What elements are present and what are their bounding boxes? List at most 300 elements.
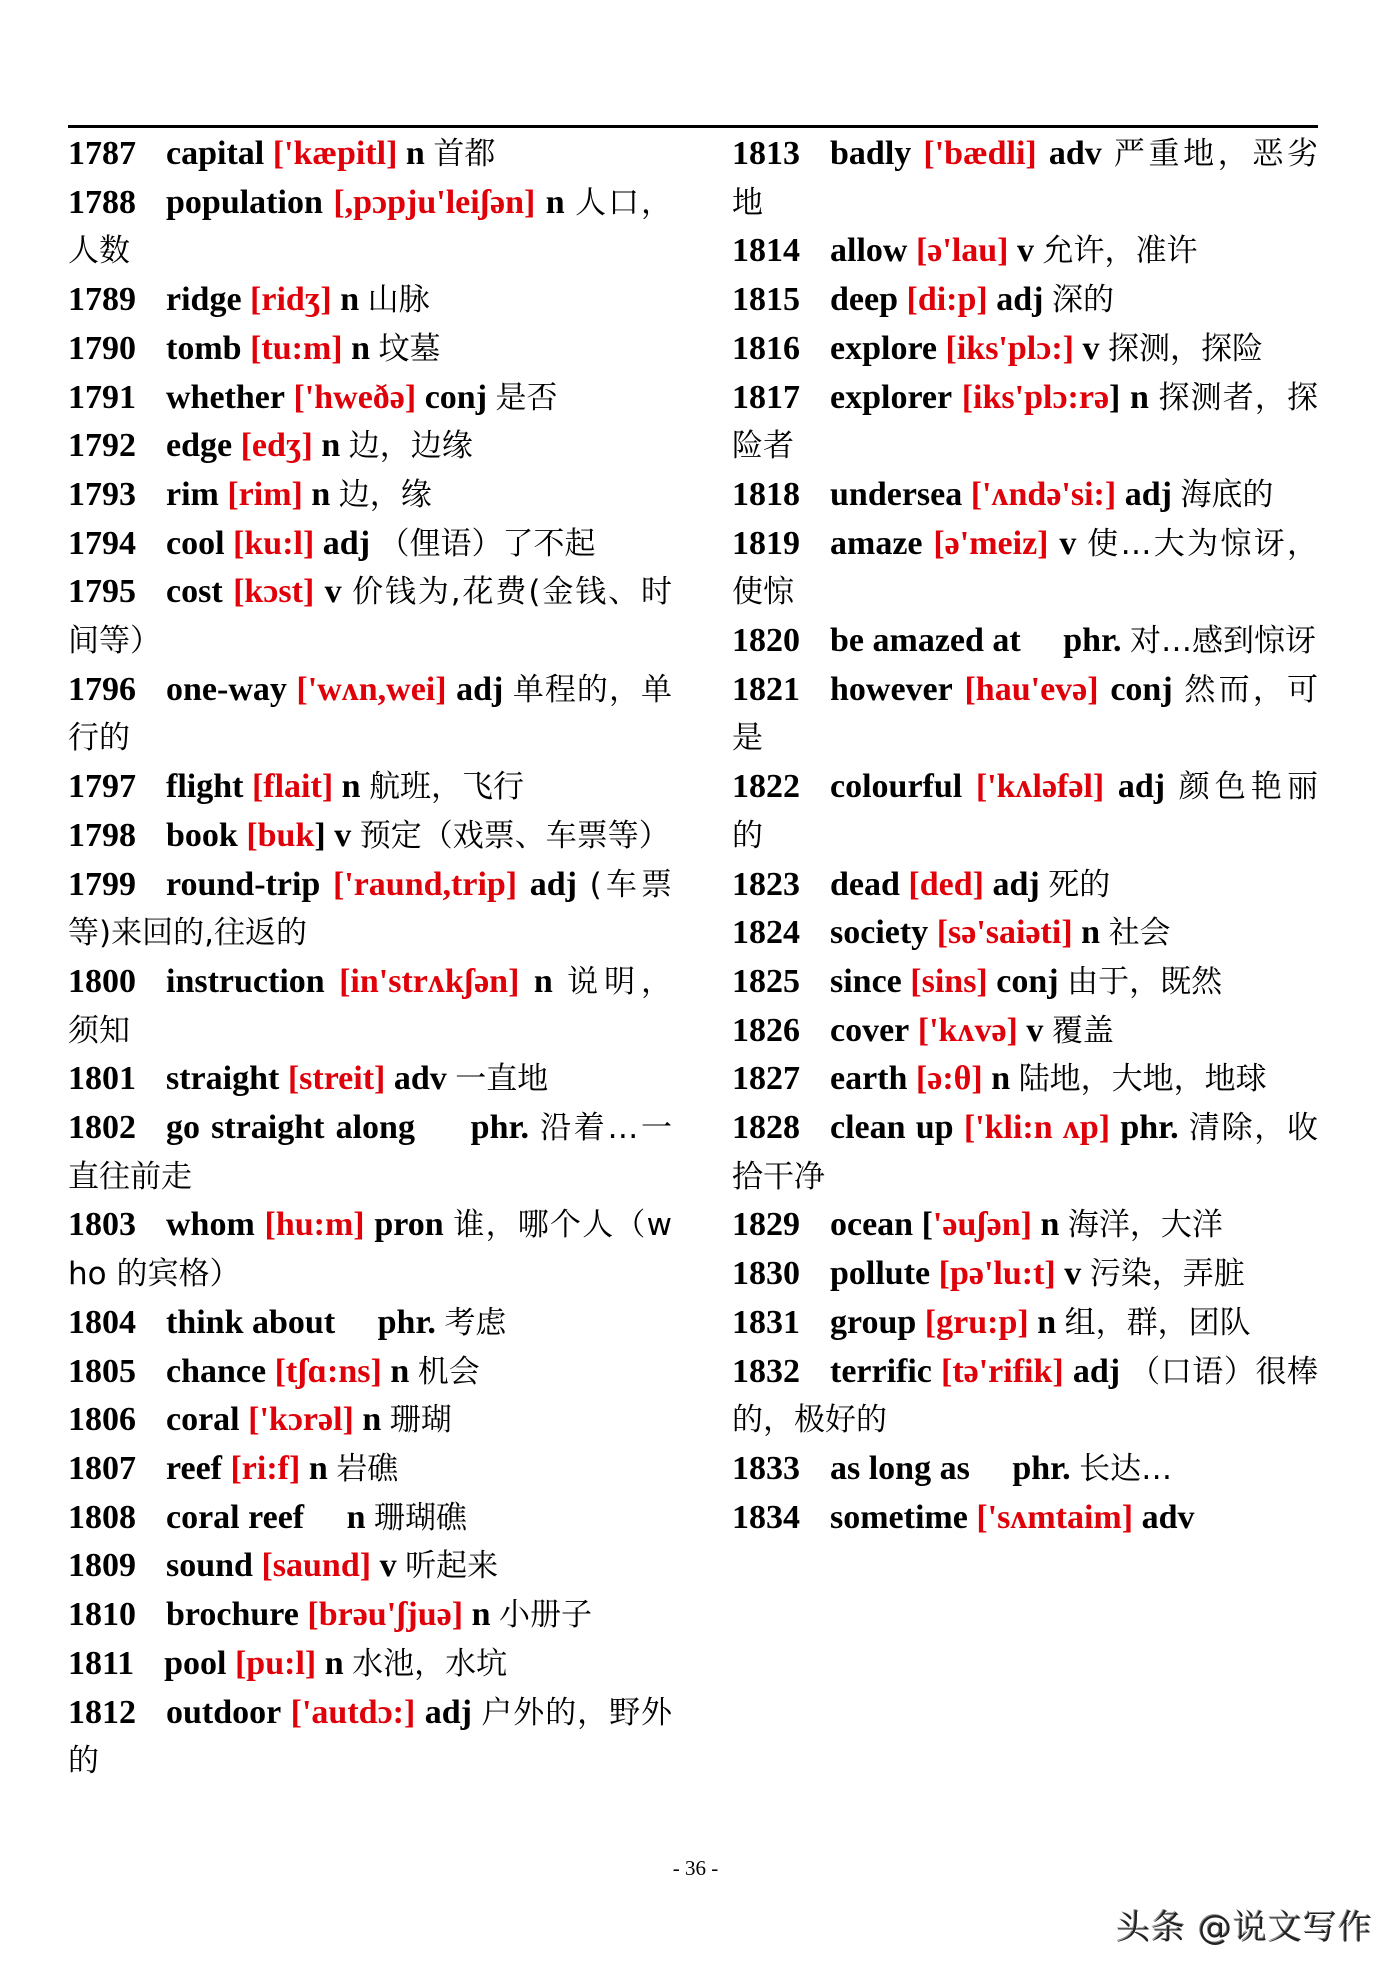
- entry-word: clean up: [830, 1109, 954, 1147]
- page-number: - 36 -: [672, 1856, 719, 1880]
- entry-phonetic: [908, 866, 984, 903]
- entry-translation: 探测者，探险者: [732, 379, 1319, 465]
- phonetic-text: [hau'evə]: [964, 670, 1099, 708]
- entry-phonetic: [922, 1206, 1032, 1243]
- entry-word: be amazed at: [830, 622, 1021, 660]
- entry-phonetic: [937, 914, 1073, 951]
- entry-number: 1825: [732, 962, 800, 1000]
- entry-translation: 坟墓: [378, 330, 441, 367]
- vocab-entry: [732, 374, 1318, 471]
- right-column: [732, 130, 1318, 1542]
- entry-translation: 听起来: [405, 1548, 499, 1585]
- entry-phonetic: [964, 671, 1098, 708]
- phonetic-text: ['kʌvə]: [917, 1011, 1018, 1049]
- entry-word: round-trip: [166, 865, 321, 903]
- entry-phonetic: [288, 1060, 386, 1097]
- entry-phonetic: [339, 963, 519, 1000]
- entry-translation: 预定（戏票、车票等）: [359, 817, 670, 854]
- vocab-entry: [732, 130, 1318, 227]
- entry-number: 1811: [68, 1644, 135, 1682]
- vocab-entry: [68, 1542, 672, 1591]
- entry-number: 1816: [732, 329, 800, 367]
- entry-translation: 陆地，大地，地球: [1018, 1061, 1267, 1098]
- entry-translation: 单程的，单行的: [68, 671, 672, 757]
- phonetic-text: [di:p]: [906, 281, 988, 319]
- entry-translation: 探测，探险: [1107, 330, 1263, 367]
- entry-translation: 边，边缘: [348, 428, 473, 465]
- phonetic-text: [tə'rifik]: [941, 1352, 1064, 1390]
- entry-phonetic: [333, 866, 517, 903]
- entry-part-of-speech: n: [308, 1449, 328, 1487]
- entry-phonetic: [246, 817, 325, 854]
- entry-part-of-speech: adj: [424, 1693, 472, 1731]
- entry-phonetic: [291, 1694, 416, 1731]
- entry-word: ocean: [830, 1206, 914, 1244]
- entry-number: 1831: [732, 1303, 800, 1341]
- phonetic-text: [pu:l]: [234, 1644, 317, 1682]
- vocab-entry: [732, 227, 1318, 276]
- entry-part-of-speech: phr.: [1012, 1449, 1071, 1487]
- entry-part-of-speech: n: [321, 427, 341, 465]
- entry-translation: 覆盖: [1051, 1012, 1114, 1049]
- entry-part-of-speech: v: [1026, 1011, 1044, 1049]
- entry-translation: 死的: [1048, 866, 1111, 903]
- entry-part-of-speech: n: [351, 329, 371, 367]
- header-rule: [68, 125, 1318, 128]
- entry-phonetic: [971, 476, 1116, 513]
- entry-number: 1807: [68, 1449, 136, 1487]
- entry-translation: （口语）很棒的，极好的: [732, 1353, 1319, 1439]
- phonetic-text: [iks'plɔ:]: [945, 329, 1074, 367]
- entry-part-of-speech: phr.: [1120, 1109, 1179, 1147]
- phonetic-text: [ridʒ]: [250, 281, 332, 319]
- phonetic-text: [streit]: [287, 1060, 386, 1098]
- entry-word: as long as: [830, 1449, 970, 1487]
- vocab-entry: [732, 325, 1318, 374]
- entry-number: 1824: [732, 914, 800, 952]
- entry-number: 1830: [732, 1255, 800, 1293]
- phonetic-text: [kɔst]: [233, 573, 315, 611]
- entry-word: sound: [166, 1547, 253, 1585]
- phonetic-text: ['wʌn,wei]: [296, 670, 447, 708]
- vocab-entry: [68, 1055, 672, 1104]
- entry-number: 1804: [68, 1303, 136, 1341]
- entry-word: group: [830, 1303, 917, 1341]
- vocab-entry: [732, 1299, 1318, 1348]
- entry-word: earth: [830, 1060, 908, 1098]
- entry-word: deep: [830, 281, 898, 319]
- vocab-entry: [68, 130, 672, 179]
- entry-word: allow: [830, 232, 908, 270]
- entry-word: cost: [166, 573, 223, 611]
- phonetic-text: ['hweðə]: [293, 378, 417, 416]
- entry-part-of-speech: adj: [1124, 475, 1172, 513]
- vocab-entry: [68, 568, 672, 665]
- entry-phonetic: [235, 1645, 316, 1682]
- entry-number: 1794: [68, 524, 136, 562]
- vocab-entry: [68, 861, 672, 958]
- entry-translation: 组，群，团队: [1064, 1304, 1251, 1341]
- entry-translation: 边，缘: [338, 476, 432, 513]
- entry-number: 1789: [68, 281, 136, 319]
- vocab-entry: [732, 1494, 1318, 1543]
- entry-word: pool: [164, 1644, 227, 1682]
- entry-number: 1820: [732, 622, 800, 660]
- entry-word: badly: [830, 135, 912, 172]
- entry-number: 1798: [68, 816, 136, 854]
- entry-part-of-speech: v: [379, 1547, 397, 1585]
- entry-number: 1827: [732, 1060, 800, 1098]
- phonetic-text: [in'strʌkʃən]: [339, 962, 520, 1000]
- entry-phonetic: [918, 1012, 1018, 1049]
- entry-word: since: [830, 962, 902, 1000]
- entry-translation: 社会: [1108, 915, 1171, 952]
- entry-number: 1799: [68, 865, 136, 903]
- phonetic-bracket: ]: [1109, 378, 1121, 416]
- entry-word: coral reef: [166, 1498, 305, 1536]
- entry-translation: 长达…: [1079, 1450, 1173, 1487]
- entry-translation: 谁，哪个人（who 的宾格）: [68, 1207, 673, 1293]
- entry-translation: 允许，准许: [1042, 233, 1198, 270]
- entry-word: cool: [166, 524, 225, 562]
- entry-word: go straight along: [166, 1109, 415, 1147]
- entry-phonetic: [233, 525, 314, 562]
- vocab-entry: [68, 179, 672, 276]
- entry-phonetic: [916, 1060, 983, 1097]
- phonetic-text: [iks'plɔ:rə: [961, 378, 1110, 416]
- entry-part-of-speech: adv: [1141, 1498, 1195, 1536]
- entry-phonetic: [241, 427, 313, 464]
- entry-number: 1800: [68, 962, 136, 1000]
- entry-word: outdoor: [166, 1693, 282, 1731]
- entry-number: 1819: [732, 524, 800, 562]
- entry-phonetic: [925, 1304, 1029, 1341]
- entry-part-of-speech: phr.: [1063, 622, 1122, 660]
- phonetic-text: ['bædli]: [923, 135, 1037, 172]
- entry-part-of-speech: pron: [374, 1206, 444, 1244]
- entry-number: 1828: [732, 1109, 800, 1147]
- phonetic-text: [rim]: [227, 475, 303, 513]
- entry-part-of-speech: n: [1130, 378, 1149, 416]
- vocab-entry: [68, 1640, 672, 1689]
- phonetic-text: ['kɔrəl]: [248, 1401, 354, 1439]
- entry-word: one-way: [166, 670, 287, 708]
- entry-translation: 污染，弄脏: [1089, 1256, 1245, 1293]
- entry-part-of-speech: conj: [424, 378, 488, 416]
- phonetic-text: [tu:m]: [250, 329, 343, 367]
- entry-part-of-speech: adv: [1048, 135, 1102, 172]
- entry-word: terrific: [830, 1352, 932, 1390]
- entry-number: 1792: [68, 427, 136, 465]
- vocab-entry: [68, 1494, 672, 1543]
- entry-word: however: [830, 670, 953, 708]
- entry-phonetic: [230, 1450, 300, 1487]
- vocab-entry: [68, 276, 672, 325]
- entry-translation: 颜色艳丽的: [732, 769, 1319, 854]
- entry-translation: 岩礁: [336, 1450, 399, 1487]
- entry-word: instruction: [166, 962, 325, 1000]
- entry-number: 1795: [68, 573, 136, 611]
- left-column: [68, 130, 672, 1786]
- entry-part-of-speech: n: [1040, 1206, 1060, 1244]
- watermark: 头条 @说文写作: [1116, 1908, 1373, 1948]
- vocab-entry: [732, 666, 1318, 763]
- entry-word: explorer: [830, 378, 953, 416]
- entry-translation: 人口，人数: [68, 184, 673, 270]
- entry-translation: 严重地，恶劣地: [732, 136, 1319, 221]
- entry-number: 1805: [68, 1352, 136, 1390]
- entry-word: undersea: [830, 475, 963, 513]
- entry-word: chance: [166, 1352, 267, 1390]
- phonetic-text: [ku:l]: [233, 524, 315, 562]
- entry-number: 1826: [732, 1011, 800, 1049]
- vocab-entry: [732, 276, 1318, 325]
- phonetic-text: [ə'meiz]: [933, 524, 1049, 562]
- entry-number: 1812: [68, 1693, 136, 1731]
- phonetic-text: [,pɔpju'leiʃən]: [333, 183, 536, 221]
- entry-translation: 海洋，大洋: [1067, 1207, 1223, 1244]
- vocab-entry: [68, 1689, 672, 1786]
- vocab-entry: [732, 1250, 1318, 1299]
- entry-part-of-speech: n: [390, 1352, 410, 1390]
- entry-word: cover: [830, 1011, 910, 1049]
- entry-translation: 价钱为,花费(金钱、时间等）: [68, 574, 673, 660]
- phonetic-text: [pə'lu:t]: [938, 1255, 1056, 1293]
- entry-translation: 由于，既然: [1067, 963, 1223, 1000]
- entry-number: 1797: [68, 768, 136, 806]
- entry-translation: 机会: [417, 1353, 480, 1390]
- entry-phonetic: [910, 963, 987, 1000]
- entry-word: straight: [166, 1060, 280, 1098]
- entry-part-of-speech: adj: [1117, 768, 1166, 806]
- entry-number: 1803: [68, 1206, 136, 1244]
- entry-part-of-speech: v: [1059, 524, 1077, 562]
- entry-part-of-speech: adj: [996, 281, 1044, 319]
- entry-number: 1796: [68, 670, 136, 708]
- entry-phonetic: [273, 135, 398, 172]
- entry-translation: 沿着…一直往前走: [68, 1110, 673, 1195]
- vocab-entry: [732, 1348, 1318, 1445]
- entry-number: 1808: [68, 1498, 136, 1536]
- vocab-entry: [68, 374, 672, 423]
- entry-word: whom: [166, 1206, 255, 1244]
- phonetic-text: 'əuʃən]: [932, 1206, 1032, 1244]
- entry-word: sometime: [830, 1498, 968, 1536]
- phonetic-text: [flait]: [251, 768, 334, 806]
- phonetic-bracket: ]: [314, 816, 326, 854]
- vocab-entry: [732, 1055, 1318, 1104]
- vocab-entry: [732, 1007, 1318, 1056]
- phonetic-text: [saund]: [261, 1547, 372, 1585]
- entry-phonetic: [916, 232, 1009, 269]
- entry-number: 1813: [732, 135, 800, 172]
- entry-word: society: [830, 914, 929, 952]
- entry-part-of-speech: n: [533, 962, 553, 1000]
- vocab-entry: [732, 909, 1318, 958]
- entry-word: rim: [166, 475, 219, 513]
- entry-part-of-speech: conj: [1110, 670, 1173, 708]
- entry-translation: 珊瑚礁: [374, 1499, 468, 1536]
- entry-part-of-speech: v: [1017, 232, 1034, 270]
- entry-part-of-speech: adj: [456, 670, 504, 708]
- phonetic-text: ['kæpitl]: [272, 135, 398, 172]
- entry-word: whether: [166, 378, 285, 416]
- entry-number: 1821: [732, 670, 800, 708]
- entry-translation: （俚语）了不起: [378, 525, 596, 562]
- entry-number: 1788: [68, 183, 136, 221]
- entry-phonetic: [976, 1499, 1133, 1536]
- entry-number: 1818: [732, 475, 800, 513]
- entry-phonetic: [933, 525, 1048, 562]
- vocab-entry: [68, 471, 672, 520]
- phonetic-text: [ə'lau]: [915, 232, 1009, 270]
- vocab-entry: [68, 1591, 672, 1640]
- phonetic-text: ['kli:n ʌp]: [963, 1109, 1111, 1147]
- entry-phonetic: [293, 379, 416, 416]
- entry-word: amaze: [830, 524, 923, 562]
- entry-part-of-speech: n: [311, 475, 331, 513]
- vocab-entry: [68, 1299, 672, 1348]
- entry-part-of-speech: n: [545, 183, 565, 221]
- entry-phonetic: [333, 184, 535, 221]
- vocab-entry: [732, 1104, 1318, 1201]
- entry-translation: 考虑: [444, 1304, 507, 1341]
- entry-part-of-speech: adj: [529, 865, 577, 903]
- vocab-entry: [68, 1445, 672, 1494]
- phonetic-text: [brəu'ʃjuə]: [307, 1596, 464, 1634]
- vocab-entry: [732, 520, 1318, 617]
- entry-number: 1809: [68, 1547, 136, 1585]
- phonetic-text: [gru:p]: [924, 1303, 1029, 1341]
- entry-number: 1817: [732, 378, 800, 416]
- entry-number: 1814: [732, 232, 800, 270]
- entry-number: 1829: [732, 1206, 800, 1244]
- entry-word: book: [166, 816, 238, 854]
- entry-word: colourful: [830, 768, 963, 806]
- phonetic-bracket: [: [921, 1206, 933, 1244]
- entry-phonetic: [296, 671, 446, 708]
- entry-phonetic: [964, 1109, 1110, 1146]
- entry-number: 1790: [68, 329, 136, 367]
- vocab-entry: [732, 763, 1318, 860]
- entry-word: tomb: [166, 329, 242, 367]
- entry-word: coral: [166, 1401, 240, 1439]
- entry-translation: 首都: [433, 136, 496, 172]
- vocab-entry: [732, 958, 1318, 1007]
- vocab-entry: [68, 958, 672, 1055]
- entry-phonetic: [946, 330, 1074, 367]
- entry-phonetic: [261, 1547, 371, 1584]
- entry-part-of-speech: v: [1082, 329, 1100, 367]
- phonetic-text: [ə:θ]: [915, 1060, 983, 1098]
- entry-part-of-speech: adv: [393, 1060, 447, 1098]
- entry-part-of-speech: adj: [1072, 1352, 1121, 1390]
- entry-phonetic: [248, 1401, 354, 1438]
- vocab-entry: [68, 325, 672, 374]
- phonetic-text: [edʒ]: [240, 427, 313, 465]
- entry-phonetic: [941, 1353, 1064, 1390]
- entry-part-of-speech: n: [471, 1596, 491, 1634]
- phonetic-text: ['kʌləfəl]: [975, 768, 1105, 806]
- entry-translation: 珊瑚: [389, 1402, 452, 1439]
- entry-part-of-speech: n: [1081, 914, 1101, 952]
- entry-phonetic: [907, 281, 988, 318]
- entry-phonetic: [923, 135, 1036, 172]
- entry-part-of-speech: n: [340, 281, 360, 319]
- phonetic-text: ['ʌndə'si:]: [970, 475, 1117, 513]
- phonetic-text: [buk: [246, 816, 315, 854]
- vocab-entry: [68, 422, 672, 471]
- entry-part-of-speech: n: [341, 768, 361, 806]
- vocab-entry: [68, 763, 672, 812]
- phonetic-text: ['autdɔ:]: [290, 1693, 416, 1731]
- entry-word: explore: [830, 329, 938, 367]
- phonetic-text: [sins]: [910, 962, 988, 1000]
- vocab-entry: [68, 1104, 672, 1201]
- entry-translation: 对…感到惊讶: [1130, 623, 1317, 660]
- vocab-entry: [732, 1445, 1318, 1494]
- entry-number: 1801: [68, 1060, 136, 1098]
- entry-translation: 使…大为惊讶，使惊: [732, 525, 1319, 611]
- entry-part-of-speech: n: [324, 1644, 344, 1682]
- entry-translation: 小册子: [499, 1597, 592, 1634]
- entry-part-of-speech: v: [334, 816, 352, 854]
- entry-phonetic: [307, 1596, 463, 1633]
- entry-part-of-speech: phr.: [377, 1303, 436, 1341]
- phonetic-text: [hu:m]: [264, 1206, 365, 1244]
- entry-word: brochure: [166, 1596, 299, 1634]
- vocab-entry: [68, 1396, 672, 1445]
- entry-number: 1833: [732, 1449, 800, 1487]
- entry-translation: 然而，可是: [732, 671, 1319, 757]
- entry-number: 1823: [732, 865, 800, 903]
- entry-part-of-speech: adj: [322, 524, 371, 562]
- entry-part-of-speech: n: [405, 135, 425, 172]
- entry-part-of-speech: v: [324, 573, 342, 611]
- phonetic-text: [ri:f]: [230, 1449, 301, 1487]
- entry-translation: 清除，收拾干净: [732, 1110, 1319, 1195]
- entry-number: 1822: [732, 768, 800, 806]
- entry-number: 1834: [732, 1498, 800, 1536]
- entry-phonetic: [265, 1206, 365, 1243]
- entry-part-of-speech: n: [362, 1401, 382, 1439]
- entry-translation: 山脉: [367, 282, 430, 319]
- entry-phonetic: [250, 281, 332, 318]
- phonetic-text: ['sʌmtaim]: [976, 1498, 1134, 1536]
- entry-part-of-speech: v: [1064, 1255, 1082, 1293]
- entry-phonetic: [250, 330, 343, 367]
- entry-word: edge: [166, 427, 233, 465]
- vocab-entry: [68, 812, 672, 861]
- entry-translation: 户外的，野外的: [68, 1694, 672, 1780]
- phonetic-text: [tʃɑ:ns]: [274, 1352, 382, 1390]
- entry-part-of-speech: n: [346, 1498, 366, 1536]
- entry-phonetic: [227, 476, 303, 513]
- phonetic-text: ['raund,trip]: [332, 865, 518, 903]
- entry-phonetic: [275, 1353, 382, 1390]
- entry-phonetic: [962, 379, 1121, 416]
- entry-word: capital: [166, 135, 265, 172]
- entry-number: 1787: [68, 135, 136, 172]
- entry-word: pollute: [830, 1255, 931, 1293]
- entry-translation: 是否: [495, 379, 558, 416]
- vocab-entry: [68, 666, 672, 763]
- entry-number: 1793: [68, 475, 136, 513]
- vocab-entry: [68, 1348, 672, 1397]
- entry-word: reef: [166, 1449, 222, 1487]
- entry-translation: 说明，须知: [68, 963, 672, 1049]
- entry-translation: 航班，飞行: [369, 769, 525, 806]
